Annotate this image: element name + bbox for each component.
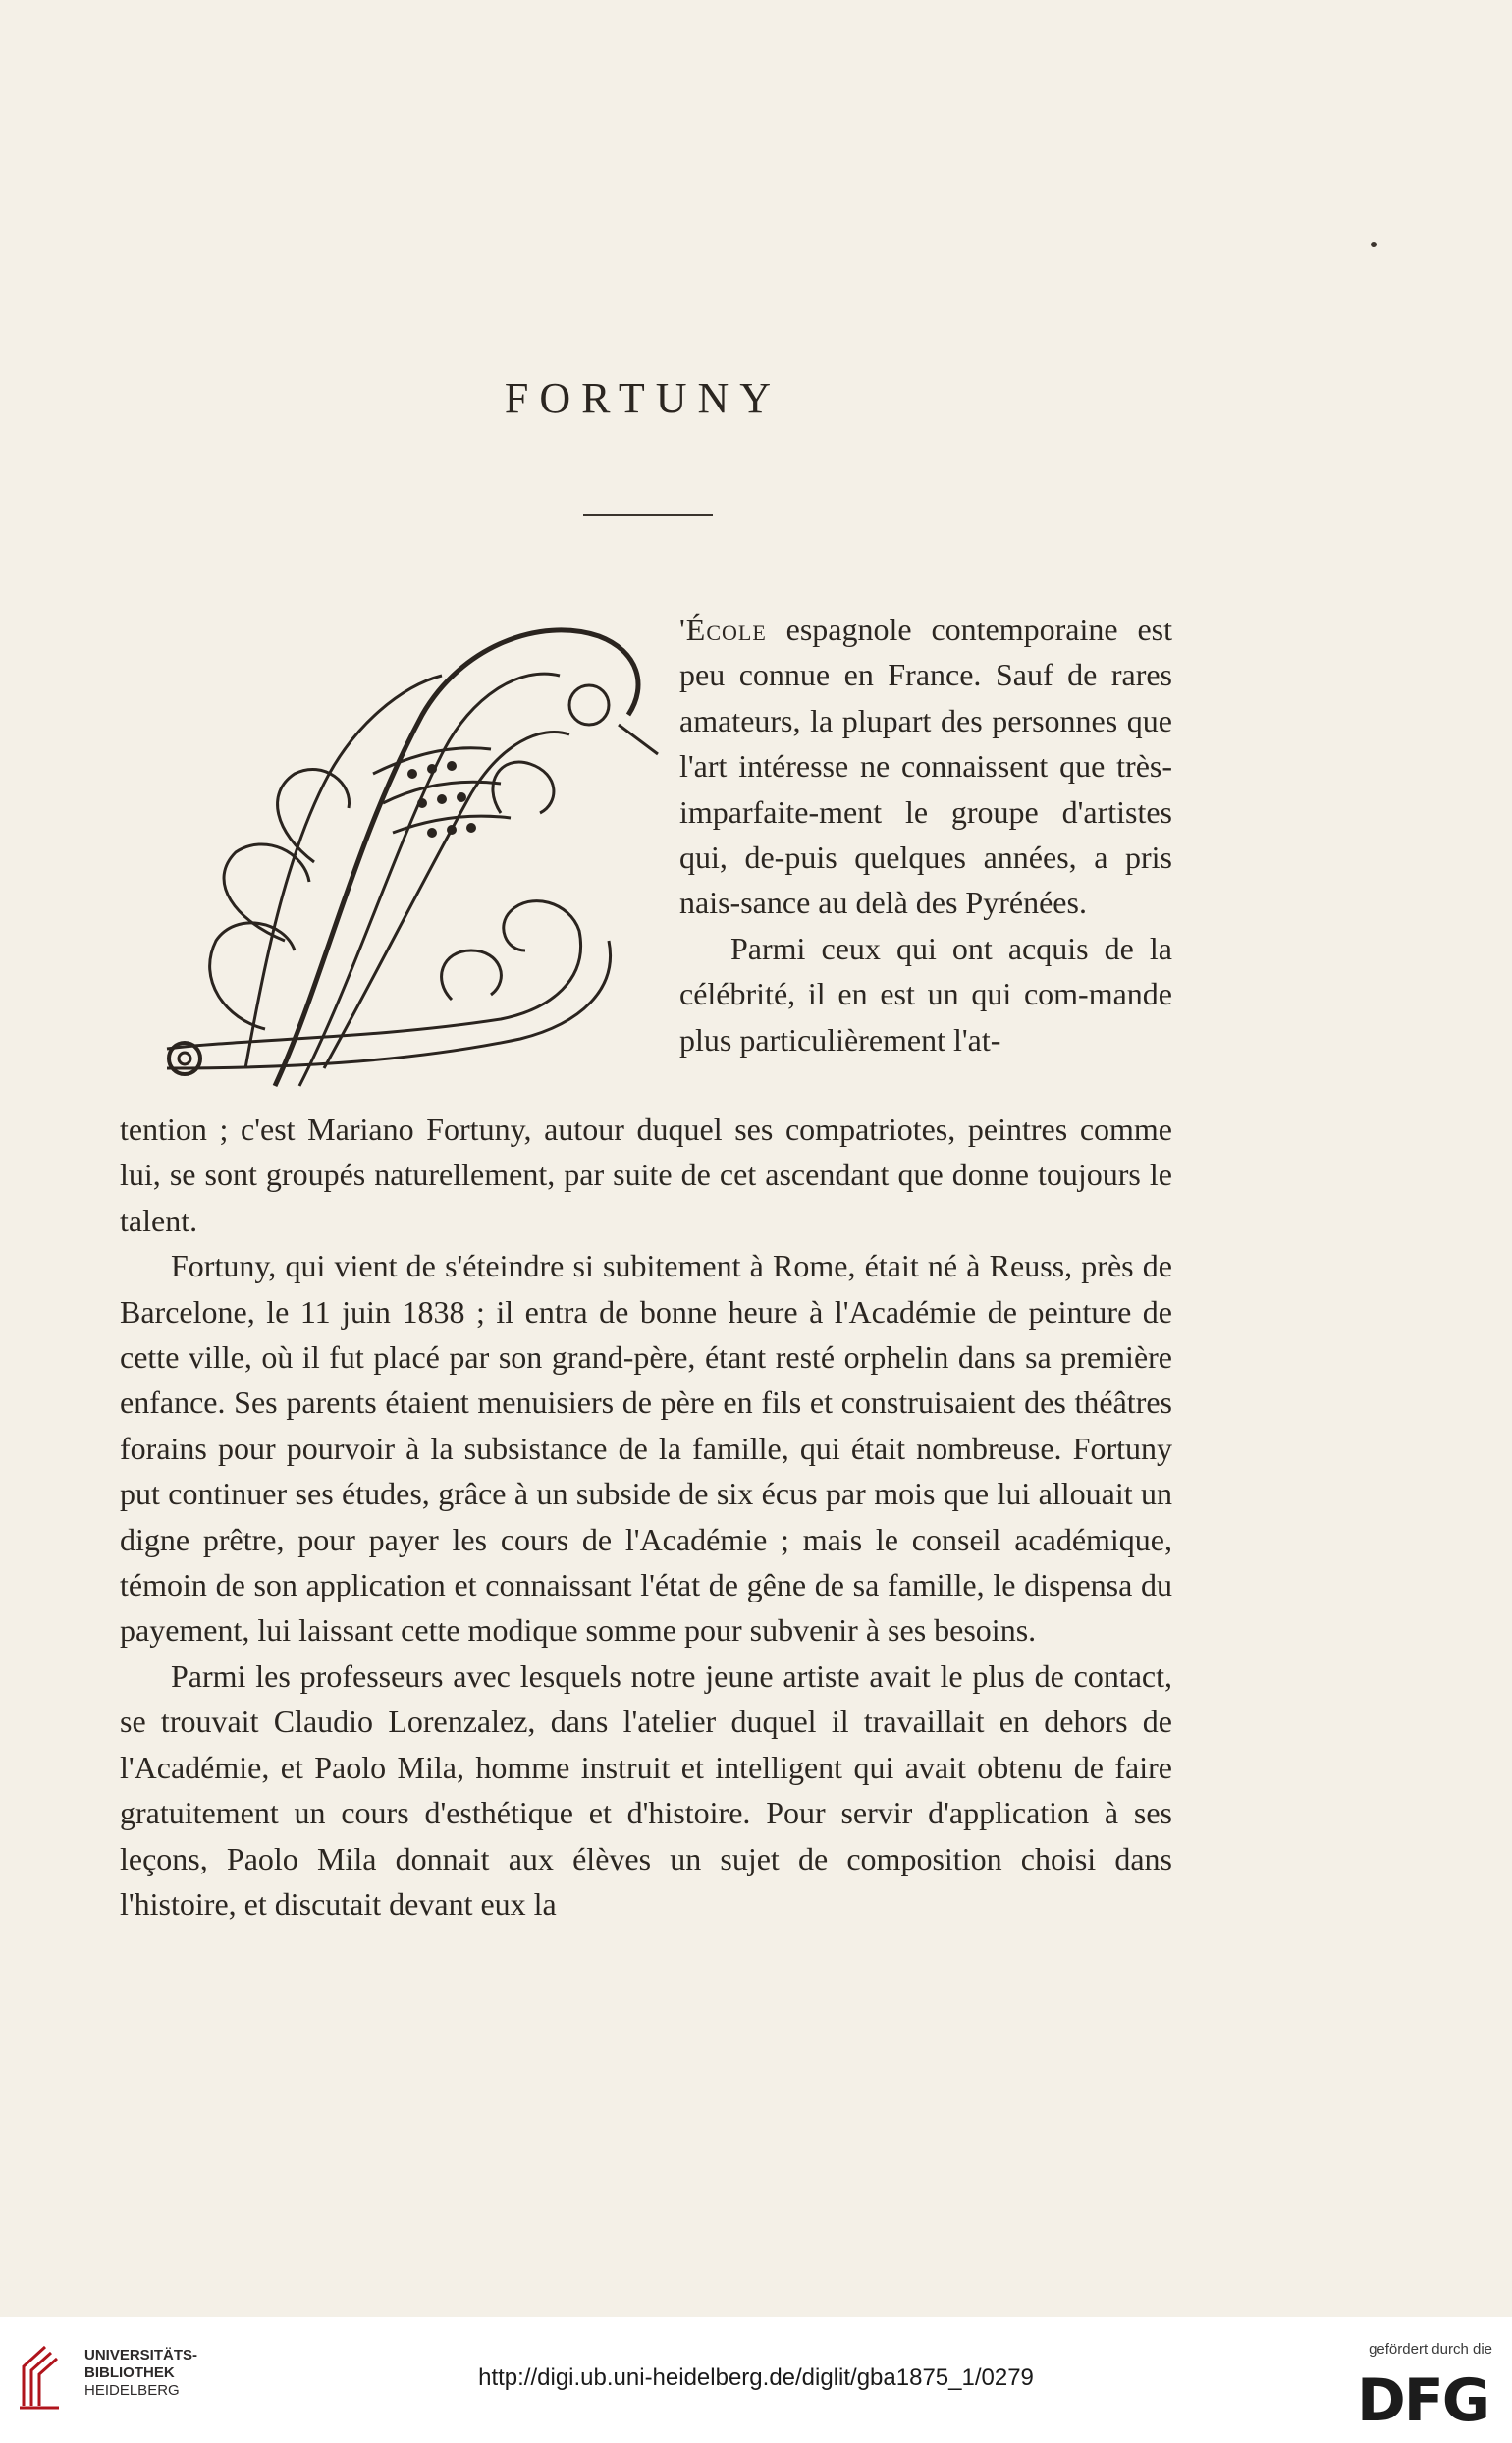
ink-speck [1371, 242, 1377, 247]
opening-paragraph [679, 607, 1172, 1062]
body-text [120, 1107, 1172, 1927]
dfg-logo: DFG [1356, 2366, 1488, 2435]
funding-caption: gefördert durch die [1369, 2341, 1492, 2358]
title-rule [583, 514, 713, 516]
paragraph-2-wrapped: Parmi ceux qui ont acquis de la célébrité, il en est un qui com-mande plus particulièrement l'at- [679, 930, 1172, 1058]
opening-text: espagnole contemporaine est peu connue en France. Sauf de rares amateurs, la plupart des personnes que l'art intéresse ne connaissent que très-imparfaite-ment le groupe d'artistes qui, de-puis quelques années, a pris nais-sance au delà des Pyrénées. [679, 612, 1172, 921]
footer-bar [0, 2317, 1512, 2443]
paragraph-3: Fortuny, qui vient de s'éteindre si subitement à Rome, était né à Reuss, près de Barcelone, le 11 juin 1838 ; il entra de bonne heure à l'Académie de peinture de cette ville, où il fut placé par son grand-père, étant resté orphelin dans sa première enfance. Ses parents étaient menuisiers de père en fils et construisaient des théâtres forains pour pourvoir à la subsistance de la famille, qui était nombreuse. Fortuny put continuer ses études, grâce à un subside de six écus par mois que lui allouait un digne prêtre, pour payer les cours de l'Académie ; mais le conseil académique, témoin de son application et connaissant l'état de gêne de sa famille, le dispensa du payement, lui laissant cette modique somme pour subvenir à ses besoins. [120, 1248, 1172, 1649]
source-url-link[interactable]: http://digi.ub.uni-heidelberg.de/diglit/gba1875_1/0279 [478, 2364, 1034, 2391]
paragraph-4: Parmi les professeurs avec lesquels notre jeune artiste avait le plus de contact, se trouvait Claudio Lorenzalez, dans l'atelier duquel il travaillait en dehors de l'Académie, et Paolo Mila, homme instruit et intelligent qui avait obtenu de faire gratuitement un cours d'esthétique et d'histoire. Pour servir d'application à ses leçons, Paolo Mila donnait aux élèves un sujet de composition choisi dans l'histoire, et discutait devant eux la [120, 1657, 1172, 1922]
library-name-line-2: BIBLIOTHEK [84, 2364, 175, 2381]
library-name-line-3: HEIDELBERG [84, 2382, 180, 2399]
paragraph-2-continued: tention ; c'est Mariano Fortuny, autour duquel ses compatriotes, peintres comme lui, se sont groupés naturellement, par suite de cet ascendant que donne toujours le talent. [120, 1112, 1172, 1238]
library-name-line-1: UNIVERSITÄTS- [84, 2347, 198, 2363]
opening-smallcaps-word: 'École [679, 612, 767, 647]
ornamental-initial-L [128, 607, 668, 1115]
article-title: FORTUNY [504, 374, 783, 422]
